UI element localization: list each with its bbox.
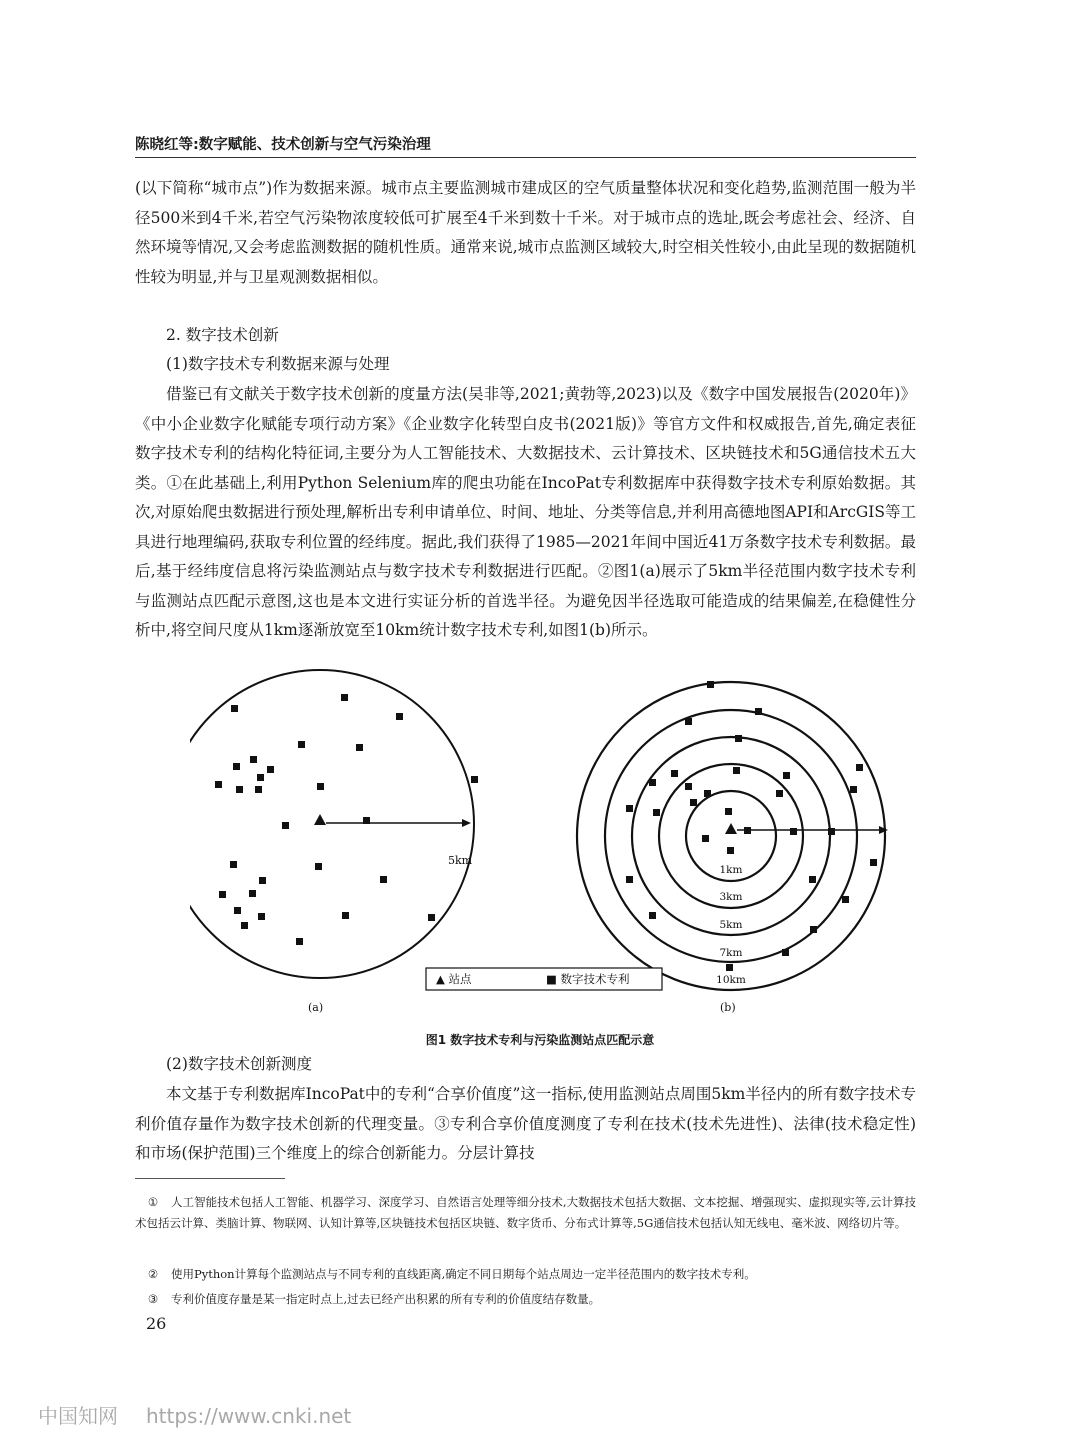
- footnote-2-text: 使用Python计算每个监测站点与不同专利的直线距离,确定不同日期每个站点周边一定半径范围内的数字技术专利。: [171, 1267, 756, 1281]
- patent-marker: [363, 817, 370, 824]
- ring-5km: [632, 737, 830, 935]
- patent-marker: [733, 767, 740, 774]
- patent-marker: [230, 861, 237, 868]
- patent-marker: [215, 781, 222, 788]
- panel-a: [190, 670, 478, 1014]
- ring-label-10km: 10km: [716, 974, 746, 986]
- watermark-brand: 中国知网: [38, 1404, 118, 1428]
- patent-marker: [649, 912, 656, 919]
- patent-marker: [685, 783, 692, 790]
- panel-a-circle: [190, 670, 474, 978]
- legend-patent: ■ 数字技术专利: [546, 972, 630, 986]
- ring-label-7km: 7km: [719, 947, 743, 959]
- patent-marker: [653, 809, 660, 816]
- header-divider: [135, 157, 916, 158]
- patent-marker: [250, 756, 257, 763]
- patent-marker: [396, 713, 403, 720]
- patent-marker: [236, 786, 243, 793]
- patent-marker: [690, 799, 697, 806]
- footnote-3-text: 专利价值度存量是某一指定时点上,过去已经产出积累的所有专利的价值度结存数量。: [171, 1292, 601, 1306]
- patent-marker: [744, 827, 751, 834]
- legend-station: ▲ 站点: [436, 972, 472, 986]
- patent-marker: [282, 822, 289, 829]
- patent-marker: [649, 779, 656, 786]
- patent-marker: [258, 913, 265, 920]
- patent-marker: [259, 877, 266, 884]
- patent-marker: [809, 876, 816, 883]
- panel-a-patents: [215, 694, 478, 945]
- patent-marker: [735, 735, 742, 742]
- patent-marker: [755, 708, 762, 715]
- panel-a-label: (a): [308, 1001, 324, 1014]
- footnote-3: [135, 1289, 916, 1310]
- ring-3km: [659, 764, 803, 908]
- patent-marker: [685, 718, 692, 725]
- patent-marker: [671, 770, 678, 777]
- footnote-2-number: ②: [147, 1267, 159, 1281]
- figure-1-diagram: [190, 668, 910, 1020]
- patent-marker: [626, 876, 633, 883]
- panel-b-arrow-icon: [879, 826, 888, 834]
- running-header: 陈晓红等:数字赋能、技术创新与空气污染治理: [135, 137, 431, 153]
- patent-marker: [702, 835, 709, 842]
- footnote-3-number: ③: [147, 1292, 159, 1306]
- patent-marker: [342, 912, 349, 919]
- patent-marker: [267, 766, 274, 773]
- page-number: 26: [146, 1314, 167, 1333]
- patent-marker: [241, 922, 248, 929]
- patent-marker: [471, 776, 478, 783]
- patent-marker: [219, 891, 226, 898]
- patent-marker: [255, 786, 262, 793]
- footnote-2: [135, 1264, 916, 1285]
- footnote-1: [135, 1192, 916, 1234]
- patent-marker: [850, 786, 857, 793]
- patent-marker: [356, 744, 363, 751]
- patent-marker: [828, 828, 835, 835]
- ring-10km: [577, 682, 885, 990]
- footnote-divider: [135, 1178, 285, 1179]
- patent-marker: [783, 772, 790, 779]
- panel-b-station-icon: [725, 823, 737, 834]
- patent-marker: [315, 863, 322, 870]
- patent-marker: [626, 805, 633, 812]
- patent-marker: [707, 681, 714, 688]
- panel-b-patents: [626, 681, 877, 971]
- cnki-watermark: [38, 1400, 351, 1429]
- patent-marker: [776, 790, 783, 797]
- patent-marker: [782, 949, 789, 956]
- panel-b-label: (b): [720, 1001, 736, 1014]
- patent-marker: [234, 907, 241, 914]
- patent-marker: [317, 783, 324, 790]
- subsection-heading-innovation-measure: (2)数字技术创新测度: [166, 1055, 312, 1073]
- patent-marker: [231, 705, 238, 712]
- ring-label-3km: 3km: [719, 891, 743, 903]
- footnote-1-text: 人工智能技术包括人工智能、机器学习、深度学习、自然语言处理等细分技术,大数据技术包括大数据、文本挖掘、增强现实、虚拟现实等,云计算技术包括云计算、类脑计算、物联网、认知计算等,区块链技术包括区块链、数字货币、分布式计算等,5G通信技术包括认知无线电、毫米波、网络切片等。: [135, 1195, 916, 1230]
- patent-marker: [341, 694, 348, 701]
- figure-legend: [426, 968, 662, 990]
- panel-a-radius-label: 5km: [448, 854, 473, 867]
- patent-marker: [704, 790, 711, 797]
- paragraph-patent-data: 借鉴已有文献关于数字技术创新的度量方法(吴非等,2021;黄勃等,2023)以及《数字中国发展报告(2020年)》《中小企业数字化赋能专项行动方案》《企业数字化转型白皮书(2021版)》等官方文件和权威报告,首先,确定表征数字技术专利的结构化特征词,主要分为人工智能技术、大数据技术、云计算技术、区块链技术和5G通信技术五大类。①在此基础上,利用Python Selenium库的爬虫功能在IncoPat专利数据库中获得数字技术专利原始数据。其次,对原始爬虫数据进行预处理,解析出专利申请单位、时间、地址、分类等信息,并利用高德地图API和ArcGIS等工具进行地理编码,获取专利位置的经纬度。据此,我们获得了1985—2021年间中国近41万条数字技术专利数据。最后,基于经纬度信息将污染监测站点与数字技术专利数据进行匹配。②图1(a)展示了5km半径范围内数字技术专利与监测站点匹配示意图,这也是本文进行实证分析的首选半径。为避免因半径选取可能造成的结果偏差,在稳健性分析中,将空间尺度从1km逐渐放宽至10km统计数字技术专利,如图1(b)所示。: [135, 385, 916, 639]
- footnote-1-number: ①: [147, 1195, 159, 1209]
- paragraph-city-point: (以下简称“城市点”)作为数据来源。城市点主要监测城市建成区的空气质量整体状况和变化趋势,监测范围一般为半径500米到4千米,若空气污染物浓度较低可扩展至4千米到数十千米。对于城市点的选址,既会考虑社会、经济、自然环境等情况,又会考虑监测数据的随机性质。通常来说,城市点监测区域较大,时空相关性较小,由此呈现的数据随机性较为明显,并与卫星观测数据相似。: [135, 179, 916, 286]
- patent-marker: [725, 808, 732, 815]
- section-heading-digital-innovation: 2. 数字技术创新: [166, 326, 279, 344]
- patent-marker: [233, 763, 240, 770]
- patent-marker: [428, 914, 435, 921]
- subsection-heading-patent-data: (1)数字技术专利数据来源与处理: [166, 355, 390, 373]
- patent-marker: [727, 847, 734, 854]
- panel-a-station-icon: [314, 814, 326, 825]
- ring-label-5km: 5km: [719, 919, 743, 931]
- ring-label-1km: 1km: [719, 864, 743, 876]
- patent-marker: [810, 926, 817, 933]
- patent-marker: [296, 938, 303, 945]
- figure-caption: 图1 数字技术专利与污染监测站点匹配示意: [425, 1033, 655, 1047]
- patent-marker: [249, 890, 256, 897]
- figure-1: [190, 668, 910, 1020]
- patent-marker: [790, 828, 797, 835]
- patent-marker: [298, 741, 305, 748]
- patent-marker: [257, 774, 264, 781]
- patent-marker: [726, 964, 733, 971]
- panel-b: [577, 681, 888, 1014]
- patent-marker: [856, 764, 863, 771]
- patent-marker: [380, 876, 387, 883]
- paragraph-innovation-measure: 本文基于专利数据库IncoPat中的专利“合享价值度”这一指标,使用监测站点周围5km半径内的所有数字技术专利价值存量作为数字技术创新的代理变量。③专利合享价值度测度了专利在技术(技术先进性)、法律(技术稳定性)和市场(保护范围)三个维度上的综合创新能力。分层计算技: [135, 1085, 916, 1162]
- patent-marker: [842, 896, 849, 903]
- patent-marker: [870, 859, 877, 866]
- watermark-url[interactable]: https://www.cnki.net: [146, 1404, 352, 1428]
- panel-a-arrow-icon: [462, 819, 471, 827]
